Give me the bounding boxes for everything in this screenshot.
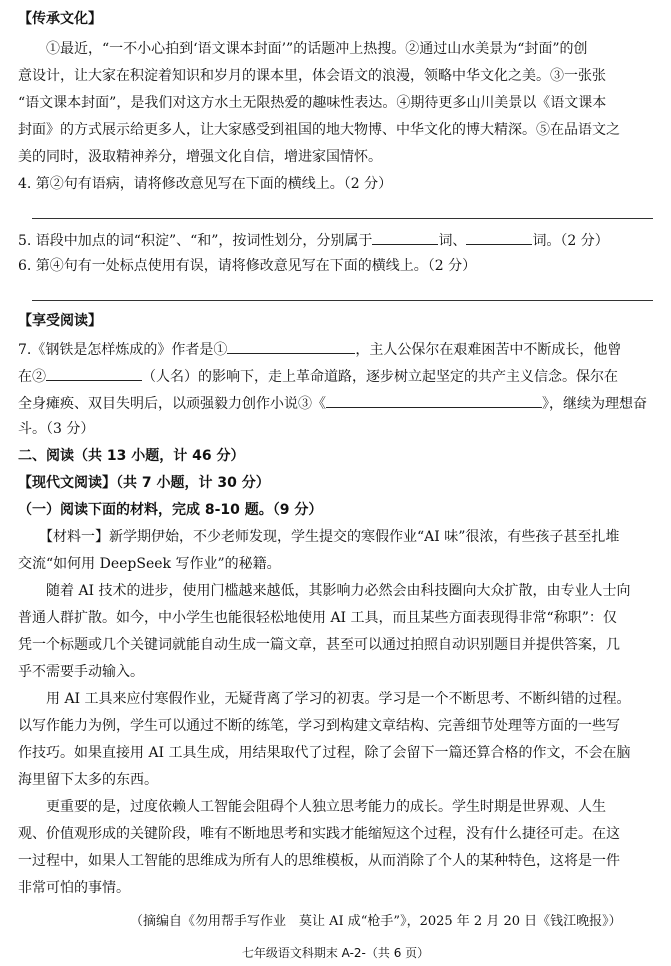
sub-heading: 【现代文阅读】（共 7 小题，计 30 分） (18, 475, 270, 491)
passage-line: 美的同时，汲取精神养分，增强文化自信，增进家国情怀。 (18, 149, 382, 165)
question-7-line-3 (18, 395, 658, 411)
q7-text: 在② (18, 369, 46, 385)
passage-line: 以写作能力为例，学生可以通过不断的练笔，学习到构建文章结构、完善细节处理等方面的一些写 (18, 718, 620, 734)
part-heading: 二、阅读（共 13 小题，计 46 分） (18, 448, 245, 464)
question-4: 4. 第②句有语病，请将修改意见写在下面的横线上。（2 分） (18, 176, 393, 192)
answer-line-q6[interactable] (32, 300, 653, 301)
passage-line: “语文课本封面”，是我们对这方水土无限热爱的趣味性表达。④期待更多山川美景以《语文课本 (18, 95, 607, 111)
q5-text-c: 词。（2 分） (532, 233, 609, 249)
passage-line: 意设计，让大家在积淀着知识和岁月的课本里，体会语文的浪漫，领略中华文化之美。③一张张 (18, 68, 606, 84)
q7-text: 》，继续为理想奋 (542, 396, 647, 412)
passage-line: 【材料一】新学期伊始，不少老师发现，学生提交的寒假作业“AI 味”很浓，有些孩子甚至扎堆 (18, 529, 620, 545)
q7-text: 全身瘫痪、双目失明后，以顽强毅力创作小说③《 (18, 396, 326, 412)
q7-blank-2[interactable] (46, 368, 142, 381)
passage-line: 更重要的是，过度依赖人工智能会阻碍个人独立思考能力的成长。学生时期是世界观、人生 (18, 799, 606, 815)
section-heading-culture: 【传承文化】 (18, 11, 102, 27)
passage-line: 用 AI 工具来应付寒假作业，无疑背离了学习的初衷。学习是一个不断思考、不断纠错的过程。 (18, 691, 631, 707)
passage-line: 随着 AI 技术的进步，使用门槛越来越低，其影响力必然会由科技圈向大众扩散，由专业人士向 (18, 583, 631, 599)
page-footer: 七年级语文科期末 A-2-（共 6 页） (241, 946, 430, 960)
q7-blank-3[interactable] (326, 395, 542, 408)
question-7-line-4: 斗。（3 分） (18, 421, 95, 437)
reading-intro: （一）阅读下面的材料，完成 8-10 题。（9 分） (18, 502, 323, 518)
section-heading-reading: 【享受阅读】 (18, 313, 102, 329)
q5-text-a: 5. 语段中加点的词“积淀”、“和”，按词性划分，分别属于 (18, 233, 373, 249)
question-5 (18, 232, 658, 248)
passage-line: 海里留下太多的东西。 (18, 772, 158, 788)
answer-line-q4[interactable] (32, 218, 653, 219)
question-7-line-2 (18, 368, 658, 384)
q5-text-b: 词、 (438, 233, 467, 249)
passage-line: 一过程中，如果人工智能的思维成为所有人的思维模板，从而消除了个人的某种特色，这将是一件 (18, 853, 620, 869)
passage-line: 凭一个标题或几个关键词就能自动生成一篇文章，甚至可以通过拍照自动识别题目并提供答案，几 (18, 637, 620, 653)
passage-line: 封面》的方式展示给更多人，让大家感受到祖国的地大物博、中华文化的博大精深。⑤在品语文之 (18, 122, 620, 138)
passage-line: 非常可怕的事情。 (18, 880, 130, 896)
q5-blank-2[interactable] (466, 232, 532, 245)
passage-line: 观、价值观形成的关键阶段，唯有不断地思考和实践才能缩短这个过程，没有什么捷径可走。在这 (18, 826, 620, 842)
passage-line: 乎不需要手动输入。 (18, 664, 144, 680)
q5-blank-1[interactable] (372, 232, 438, 245)
question-6: 6. 第④句有一处标点使用有误，请将修改意见写在下面的横线上。（2 分） (18, 258, 477, 274)
passage-line: 作技巧。如果直接用 AI 工具生成，用结果取代了过程，除了会留下一篇还算合格的作文，不会在脑 (18, 745, 631, 761)
q7-text: ，主人公保尔在艰难困苦中不断成长，他曾 (355, 342, 622, 358)
passage-line: 交流“如何用 DeepSeek 写作业”的秘籍。 (18, 556, 281, 572)
passage-line: ①最近，“一不小心拍到‘语文课本封面’”的话题冲上热搜。②通过山水美景为“封面”的创 (18, 41, 588, 57)
passage-line: 普通人群扩散。如今，中小学生也能很轻松地使用 AI 工具，而且某些方面表现得非常“称职”：仅 (18, 610, 617, 626)
q7-text: 7.《钢铁是怎样炼成的》作者是① (18, 342, 228, 358)
source-citation: （摘编自《勿用帮手写作业 莫让 AI 成“枪手”》，2025 年 2 月 20 日《钱江晚报》） (130, 914, 622, 929)
q7-blank-1[interactable] (227, 341, 355, 354)
question-7-line-1 (18, 341, 658, 357)
q7-text: （人名）的影响下，走上革命道路，逐步树立起坚定的共产主义信念。保尔在 (142, 369, 618, 385)
